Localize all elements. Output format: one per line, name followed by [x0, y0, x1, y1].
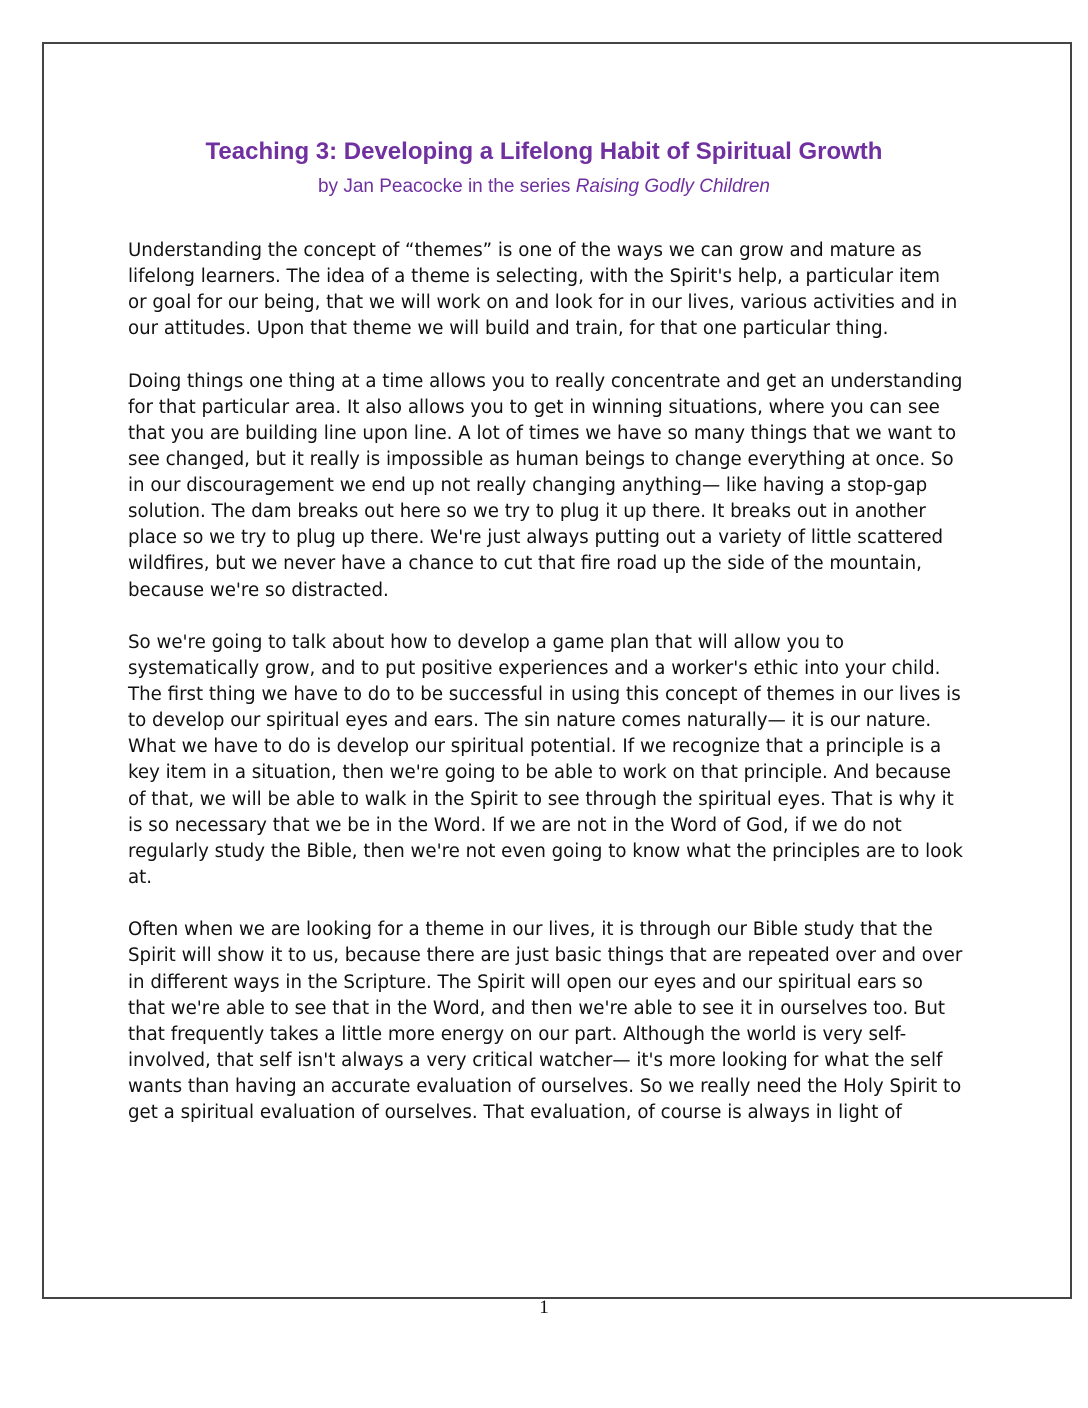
paragraph: So we're going to talk about how to develop a game plan that will allow you to systematically grow, and to put positive experiences and a worker's ethic into your child. The first thing we have to do to be successful in using this concept of themes in our lives is to develop our spiritual eyes and ears. The sin nature comes naturally— it is our nature. What we have to do is develop our spiritual potential. If we recognize that a principle is a key item in a situation, then we're going to be able to work on that principle. And because of that, we will be able to walk in the Spirit to see through the spiritual eyes. That is why it is so necessary that we be in the Word. If we are not in the Word of God, if we do not regularly study the Bible, then we're not even going to know what the principles are to look at.: [128, 632, 963, 888]
body-text: [128, 238, 964, 1152]
byline-prefix: by Jan Peacocke in the series: [317, 176, 576, 197]
byline: [0, 174, 1088, 200]
series-name: Raising Godly Children: [575, 176, 771, 197]
paragraph: Understanding the concept of “themes” is one of the ways we can grow and mature as lifelong learners. The idea of a theme is selecting, with the Spirit's help, a particular item or goal for our being, that we will work on and look for in our lives, various activities and in our attitudes. Upon that theme we will build and train, for that one particular thing.: [128, 240, 958, 340]
document-title: Teaching 3: Developing a Lifelong Habit of Spiritual Growth: [205, 138, 883, 165]
paragraph: Doing things one thing at a time allows you to really concentrate and get an understanding for that particular area. It also allows you to get in winning situations, where you can see that you are building line upon line. A lot of times we have so many things that we want to see changed, but it really is impossible as human beings to change everything at once. So in our discouragement we end up not really changing anything— like having a stop-gap solution. The dam breaks out here so we try to plug it up there. It breaks out in another place so we try to plug up there. We're just always putting out a variety of little scattered wildfires, but we never have a chance to cut that fire road up the side of the mountain, because we're so distracted.: [128, 370, 963, 601]
paragraph: Often when we are looking for a theme in our lives, it is through our Bible study that the Spirit will show it to us, because there are just basic things that are repeated over and over in different ways in the Scripture. The Spirit will open our eyes and our spiritual ears so that we're able to see that in the Word, and then we're able to see it in ourselves too. But that frequently takes a little more energy on our part. Although the world is very self-involved, that self isn't always a very critical watcher— it's more looking for what the self wants than having an accurate evaluation of ourselves. So we really need the Holy Spirit to get a spiritual evaluation of ourselves. That evaluation, of course is always in light of: [128, 919, 963, 1123]
page-number: 1: [539, 1297, 549, 1318]
